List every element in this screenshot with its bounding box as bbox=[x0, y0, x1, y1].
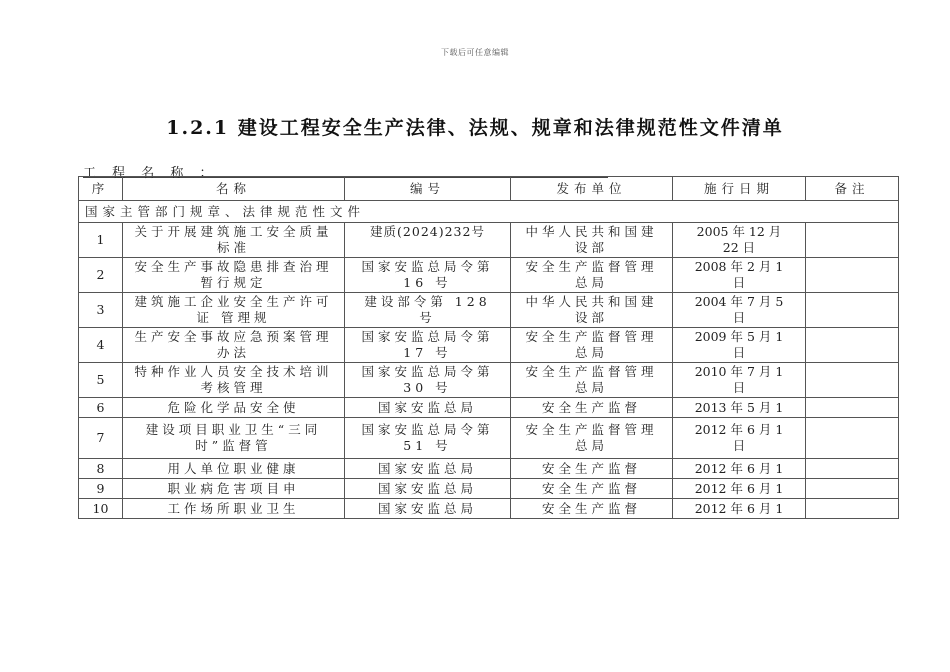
row-number: 国家安监总局 bbox=[345, 459, 511, 479]
row-number: 国家安监总局 bbox=[345, 479, 511, 499]
row-issuer: 中华人民共和国建设部 bbox=[511, 293, 673, 328]
row-number: 国家安监总局 bbox=[345, 398, 511, 418]
row-remark bbox=[806, 223, 899, 258]
row-number: 国家安监总局令第 16 号 bbox=[345, 258, 511, 293]
table-row bbox=[79, 499, 899, 519]
table-row bbox=[79, 459, 899, 479]
row-number: 国家安监总局令第 30 号 bbox=[345, 363, 511, 398]
row-date: 2008 年 2 月 1 日 bbox=[673, 258, 806, 293]
row-remark bbox=[806, 293, 899, 328]
row-remark bbox=[806, 398, 899, 418]
row-name: 建筑施工企业安全生产许可证 管理规 bbox=[123, 293, 345, 328]
row-date: 2009 年 5 月 1 日 bbox=[673, 328, 806, 363]
header-note: 下载后可任意编辑 bbox=[441, 48, 509, 57]
header-issuer: 发布单位 bbox=[511, 177, 673, 201]
row-seq: 8 bbox=[79, 459, 123, 479]
row-remark bbox=[806, 328, 899, 363]
regulation-table bbox=[78, 176, 899, 519]
row-issuer: 安全生产监督 bbox=[511, 499, 673, 519]
row-issuer: 安全生产监督管理总局 bbox=[511, 363, 673, 398]
row-issuer: 中华人民共和国建设部 bbox=[511, 223, 673, 258]
row-issuer: 安全生产监督 bbox=[511, 459, 673, 479]
row-seq: 9 bbox=[79, 479, 123, 499]
row-date: 2012 年 6 月 1 bbox=[673, 499, 806, 519]
row-date: 2004 年 7 月 5 日 bbox=[673, 293, 806, 328]
row-seq: 7 bbox=[79, 418, 123, 459]
row-date: 2010 年 7 月 1 日 bbox=[673, 363, 806, 398]
row-name: 工作场所职业卫生 bbox=[123, 499, 345, 519]
header-remark: 备注 bbox=[806, 177, 899, 201]
table-row bbox=[79, 363, 899, 398]
row-issuer: 安全生产监督管理总局 bbox=[511, 418, 673, 459]
row-seq: 1 bbox=[79, 223, 123, 258]
section-row bbox=[79, 201, 899, 223]
row-number: 建设部令第 128 号 bbox=[345, 293, 511, 328]
table-row bbox=[79, 293, 899, 328]
header-number: 编号 bbox=[345, 177, 511, 201]
row-remark bbox=[806, 499, 899, 519]
project-name-label: 工 程 名 称 ： bbox=[83, 162, 608, 178]
table-row bbox=[79, 258, 899, 293]
row-issuer: 安全生产监督管理总局 bbox=[511, 328, 673, 363]
row-name: 关于开展建筑施工安全质量标准 bbox=[123, 223, 345, 258]
row-seq: 3 bbox=[79, 293, 123, 328]
table-header-row bbox=[79, 177, 899, 201]
table-row bbox=[79, 398, 899, 418]
row-issuer: 安全生产监督管理总局 bbox=[511, 258, 673, 293]
document-title: 1.2.1 建设工程安全生产法律、法规、规章和法律规范性文件清单 bbox=[166, 117, 784, 139]
row-remark bbox=[806, 459, 899, 479]
section-title: 国家主管部门规章、法律规范性文件 bbox=[79, 201, 899, 223]
row-name: 用人单位职业健康 bbox=[123, 459, 345, 479]
row-name: 建设项目职业卫生“三同时”监督管 bbox=[123, 418, 345, 459]
row-date: 2012 年 6 月 1 bbox=[673, 479, 806, 499]
row-seq: 6 bbox=[79, 398, 123, 418]
table-row bbox=[79, 223, 899, 258]
row-remark bbox=[806, 258, 899, 293]
row-name: 特种作业人员安全技术培训考核管理 bbox=[123, 363, 345, 398]
row-remark bbox=[806, 363, 899, 398]
table-row bbox=[79, 328, 899, 363]
row-number: 国家安监总局令第 51 号 bbox=[345, 418, 511, 459]
row-seq: 5 bbox=[79, 363, 123, 398]
row-remark bbox=[806, 479, 899, 499]
row-date: 2013 年 5 月 1 bbox=[673, 398, 806, 418]
row-issuer: 安全生产监督 bbox=[511, 398, 673, 418]
header-date: 施行日期 bbox=[673, 177, 806, 201]
row-name: 安全生产事故隐患排查治理暂行规定 bbox=[123, 258, 345, 293]
table-row bbox=[79, 479, 899, 499]
row-name: 职业病危害项目申 bbox=[123, 479, 345, 499]
header-name: 名称 bbox=[123, 177, 345, 201]
row-number: 建质(2024)232号 bbox=[345, 223, 511, 258]
table-row bbox=[79, 418, 899, 459]
header-seq: 序 bbox=[79, 177, 123, 201]
row-issuer: 安全生产监督 bbox=[511, 479, 673, 499]
row-number: 国家安监总局 bbox=[345, 499, 511, 519]
row-remark bbox=[806, 418, 899, 459]
row-name: 危险化学品安全使 bbox=[123, 398, 345, 418]
row-seq: 2 bbox=[79, 258, 123, 293]
row-date: 2012 年 6 月 1 日 bbox=[673, 418, 806, 459]
row-date: 2012 年 6 月 1 bbox=[673, 459, 806, 479]
row-seq: 10 bbox=[79, 499, 123, 519]
row-number: 国家安监总局令第 17 号 bbox=[345, 328, 511, 363]
row-date: 2005 年 12 月 22 日 bbox=[673, 223, 806, 258]
row-seq: 4 bbox=[79, 328, 123, 363]
row-name: 生产安全事故应急预案管理办法 bbox=[123, 328, 345, 363]
